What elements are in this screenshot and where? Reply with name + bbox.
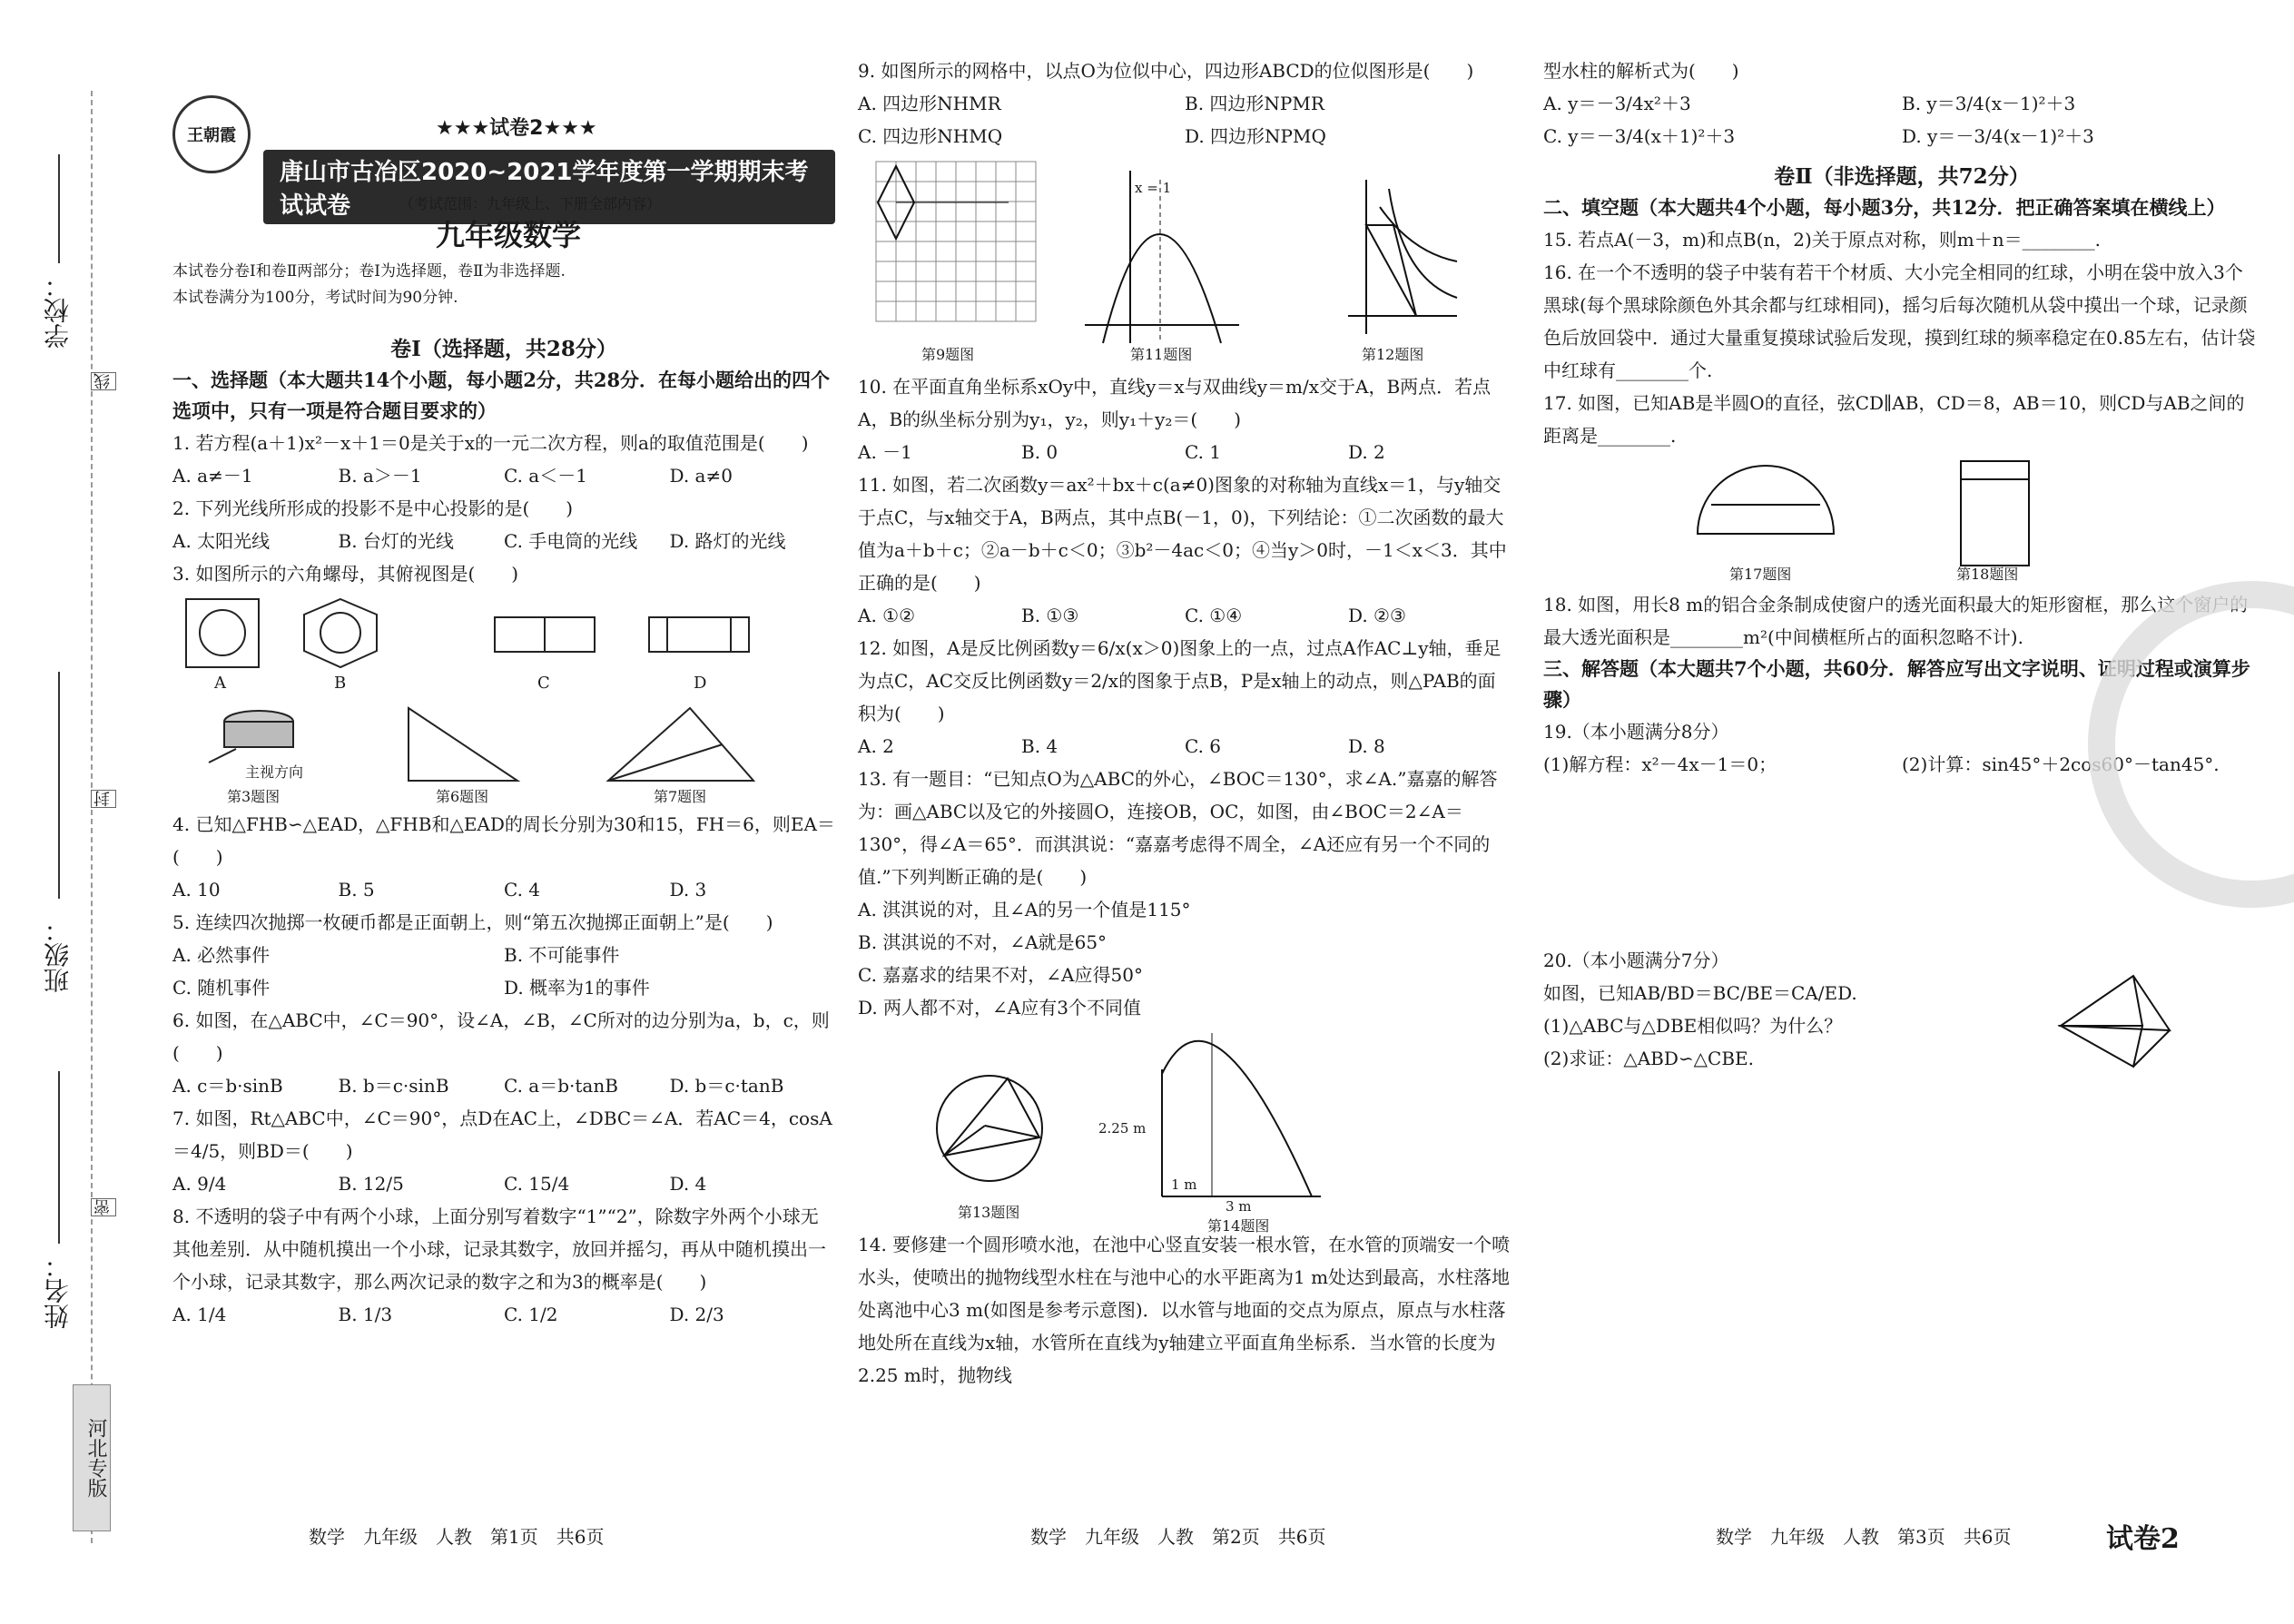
q10-options: A. －1 B. 0 C. 1 D. 2: [858, 441, 1385, 463]
figs-17-18: [1543, 452, 2260, 588]
badge-title: ★★★试卷2★★★: [436, 117, 597, 140]
q2-options: A. 太阳光线 B. 台灯的光线 C. 手电筒的光线 D. 路灯的光线: [172, 530, 786, 552]
fig9-caption: 第9题图: [921, 346, 975, 363]
q5-options: A. 必然事件 B. 不可能事件 C. 随机事件 D. 概率为1的事件: [172, 944, 650, 999]
q19-parts: (1)解方程：x²－4x－1＝0； (2)计算：sin45°＋2cos60°－tan45°.: [1543, 753, 2220, 775]
exam-title: 唐山市古冶区2020~2021学年度第一学期期末考试试卷: [263, 150, 835, 224]
q20-given: 如图，已知AB/BD＝BC/BE＝CA/ED.: [1543, 982, 1857, 1004]
figs-9-11-12: [858, 153, 1511, 370]
section3-heading: 三、解答题（本大题共7个小题，共60分．解答应写出文字说明、证明过程或演算步骤）: [1543, 657, 2250, 711]
q19-heading: 19.（本小题满分8分）: [1543, 721, 1729, 743]
brand-logo: 王朝霞: [172, 95, 251, 173]
q6-options: A. c＝b·sinB B. b＝c·sinB C. a＝b·tanB D. b＝c·tanB: [172, 1075, 784, 1097]
section2-heading: 二、填空题（本大题共4个小题，每小题3分，共12分．把正确答案填在横线上）: [1543, 196, 2226, 219]
q13-stem: 13. 有一题目：“已知点O为△ABC的外心，∠BOC＝130°，求∠A.”嘉嘉的解答为：画△ABC以及它的外接圆O，连接OB，OC，如图，由∠BOC＝2∠A＝130°，得∠A＝65°．而淇淇说：“嘉嘉考虑得不周全，∠A还应有另一个不同的值.”下列判断正确的是( ): [858, 768, 1498, 888]
fig11-caption: 第11题图: [1130, 346, 1193, 363]
q1-stem: 1. 若方程(a＋1)x²－x＋1＝0是关于x的一元二次方程，则a的取值范围是( ): [172, 432, 809, 454]
q3-stem: 3. 如图所示的六角螺母，其俯视图是( ): [172, 563, 519, 585]
school-label: 学校：: [43, 272, 73, 349]
fig12-caption: 第12题图: [1362, 346, 1424, 363]
row-figs-17-18: [1543, 452, 2260, 588]
section1-heading: 一、选择题（本大题共14个小题，每小题2分，共28分．在每小题给出的四个选项中，只有一项是符合题目要求的）: [172, 369, 831, 422]
fig18-caption: 第18题图: [1956, 566, 2019, 583]
q13-option-a: A. 淇淇说的对，且∠A的另一个值是115°: [858, 899, 1191, 920]
part2-title: 卷Ⅱ（非选择题，共72分）: [1774, 164, 2030, 189]
page-1: [172, 54, 835, 1331]
q12-stem: 12. 如图，A是反比例函数y＝6/x(x＞0)图象上的一点，过点A作AC⊥y轴，垂足为点C，AC交反比例函数y＝2/x的图象于点B，P是x轴上的动点，则△PAB的面积为( ): [858, 637, 1501, 724]
footer-page-2: 数学 九年级 人教 第2页 共6页: [1030, 1526, 1326, 1548]
q20-heading: 20.（本小题满分7分）: [1543, 950, 1729, 971]
q20-part1: (1)△ABC与△DBE相似吗？为什么？: [1543, 1015, 1843, 1037]
q1-options: A. a≠－1 B. a＞－1 C. a＜－1 D. a≠0: [172, 465, 733, 487]
fig17-caption: 第17题图: [1729, 566, 1792, 583]
q11-stem: 11. 如图，若二次函数y＝ax²＋bx＋c(a≠0)图象的对称轴为直线x＝1，与y轴交于点C，与x轴交于A，B两点，其中点B(－1，0)，下列结论：①二次函数的最大值为a＋b＋c；②a－b＋c＜0；③b²－4ac＜0；④当y＞0时，－1＜x＜3．其中正确的是( ): [858, 474, 1507, 594]
footer-tag: 试卷2: [2106, 1523, 2180, 1555]
footer-page-1: 数学 九年级 人教 第1页 共6页: [309, 1526, 605, 1548]
page-3: [1543, 54, 2260, 1075]
q10-stem: 10. 在平面直角坐标系xOy中，直线y＝x与双曲线y＝m/x交于A，B两点．若点A，B的纵坐标分别为y₁，y₂，则y₁＋y₂＝( ): [858, 376, 1492, 430]
class-label: 班级：: [43, 917, 73, 993]
q13-option-c: C. 嘉嘉求的结果不对，∠A应得50°: [858, 964, 1143, 986]
q20-block: [1543, 944, 2260, 1075]
figs-13-14: [858, 1024, 1511, 1228]
line-mark: 线: [91, 372, 116, 390]
q6-stem: 6. 如图，在△ABC中，∠C＝90°，设∠A，∠B，∠C所对的边分别为a，b，c，则( ): [172, 1009, 830, 1064]
q12-options: A. 2 B. 4 C. 6 D. 8: [858, 735, 1385, 757]
q9-options: A. 四边形NHMR B. 四边形NPMR C. 四边形NHMQ D. 四边形NPMQ: [858, 93, 1326, 147]
intro-line-2: 本试卷满分为100分，考试时间为90分钟.: [172, 289, 458, 307]
q11-options: A. ①② B. ①③ C. ①④ D. ②③: [858, 605, 1406, 626]
fig6-caption: 第6题图: [436, 788, 489, 805]
page-2: [858, 54, 1511, 1392]
q20-part2: (2)求证：△ABD∽△CBE.: [1543, 1048, 1754, 1069]
subject-title: 九年级数学: [436, 218, 582, 252]
q14-stem: 14. 要修建一个圆形喷水池，在池中心竖直安装一根水管，在水管的顶端安一个喷水头，使喷出的抛物线型水柱在与池中心的水平距离为1 m处达到最高，水柱落地处离池中心3 m(如图是参考示意图)．以水管与地面的交点为原点，原点与水柱落地处所在直线为x轴，水管所在直线为y轴建立平面直角坐标系．当水管的长度为2.25 m时，抛物线: [858, 1234, 1511, 1386]
q5-stem: 5. 连续四次抛掷一枚硬币都是正面朝上，则“第五次抛掷正面朝上”是( ): [172, 911, 773, 933]
mi-mark: 密: [91, 1198, 116, 1216]
q18-stem: 18. 如图，用长8 m的铝合金条制成使窗户的透光面积最大的矩形窗框，那么这个窗户的最大透光面积是________m²(中间横框所占的面积忽略不计).: [1543, 594, 2249, 648]
fig3-caption: 第3题图: [227, 788, 281, 805]
q9-stem: 9. 如图所示的网格中，以点O为位似中心，四边形ABCD的位似图形是( ): [858, 60, 1474, 82]
q3-figures: A B C D 主视方向 第3题图 第6题图 第7题图: [172, 590, 835, 808]
fig14-caption: 第14题图: [1207, 1217, 1270, 1235]
q7-options: A. 9/4 B. 12/5 C. 15/4 D. 4: [172, 1173, 707, 1195]
footer-page-3: 数学 九年级 人教 第3页 共6页: [1716, 1526, 2012, 1548]
q8-stem: 8. 不透明的袋子中有两个小球，上面分别写着数字“1”“2”，除数字外两个小球无其他差别．从中随机摸出一个小球，记录其数字，放回并摇匀，再从中随机摸出一个小球，记录其数字，那么两次记录的数字之和为3的概率是( ): [172, 1206, 826, 1293]
q17-stem: 17. 如图，已知AB是半圆O的直径，弦CD∥AB，CD＝8，AB＝10，则CD与AB之间的距离是________.: [1543, 392, 2245, 447]
q14-stem-continued: 型水柱的解析式为( ): [1543, 60, 1739, 82]
row-figs-9-11-12: x = 1 第9题图 第11题图 第12题图: [858, 153, 1511, 370]
q16-stem: 16. 在一个不透明的袋子中装有若干个材质、大小完全相同的红球，小明在袋中放入3个黑球(每个黑球除颜色外其余都与红球相同)，摇匀后每次随机从袋中摸出一个球，记录颜色后放回袋中．通过大量重复摸球试验后发现，摸到红球的频率稳定在0.85左右，估计袋中红球有________个.: [1543, 261, 2256, 381]
row-figs-13-14: 2.25 m 1 m 3 m 第13题图 第14题图: [858, 1024, 1511, 1228]
region-badge: 河北专版: [73, 1384, 111, 1531]
q20-diagram: [2052, 971, 2179, 1071]
seal-mark: 封: [91, 790, 116, 808]
intro-line-1: 本试卷分卷Ⅰ和卷Ⅱ两部分；卷Ⅰ为选择题，卷Ⅱ为非选择题.: [172, 262, 566, 281]
q2-stem: 2. 下列光线所形成的投影不是中心投影的是( ): [172, 497, 574, 519]
q4-options: A. 10 B. 5 C. 4 D. 3: [172, 879, 707, 901]
q7-stem: 7. 如图，Rt△ABC中，∠C＝90°，点D在AC上，∠DBC＝∠A．若AC＝4，cosA＝4/5，则BD＝( ): [172, 1107, 832, 1162]
q13-option-d: D. 两人都不对，∠A应有3个不同值: [858, 997, 1141, 1019]
q14-options: A. y＝－3/4x²＋3 B. y＝3/4(x－1)²＋3 C. y＝－3/4(x＋1)²＋3 D. y＝－3/4(x－1)²＋3: [1543, 93, 2094, 147]
q13-option-b: B. 淇淇说的不对，∠A就是65°: [858, 931, 1108, 953]
q8-options: A. 1/4 B. 1/3 C. 1/2 D. 2/3: [172, 1304, 724, 1325]
name-label: 姓名：: [43, 1253, 73, 1329]
fig7-caption: 第7题图: [654, 788, 707, 805]
exam-scope: （考试范围：九年级上、下册全部内容）: [399, 195, 662, 212]
q15-stem: 15. 若点A(－3，m)和点B(n，2)关于原点对称，则m＋n＝________.: [1543, 229, 2102, 251]
q4-stem: 4. 已知△FHB∽△EAD，△FHB和△EAD的周长分别为30和15，FH＝6，则EA＝( ): [172, 813, 835, 868]
fig13-caption: 第13题图: [958, 1204, 1020, 1221]
binding-rail: [0, 0, 136, 1624]
part1-title: 卷Ⅰ（选择题，共28分）: [390, 337, 617, 361]
